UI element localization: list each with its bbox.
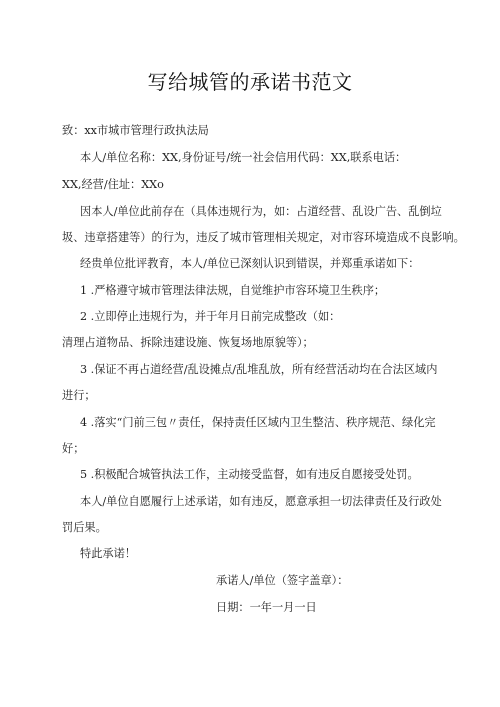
applicant-info-line: 本人/单位名称：XX,身份证号/统一社会信用代码：XX,联系电话： bbox=[80, 151, 407, 164]
pledge-statement-line: 本人/单位自愿履行上述承诺，如有违反，愿意承担一切法律责任及行政处 bbox=[80, 495, 442, 508]
commitment-item-5: 5 .积极配合城管执法工作，主动接受监督，如有违反自愿接受处罚。 bbox=[80, 468, 419, 481]
commitment-item-4-cont: 好； bbox=[62, 442, 85, 455]
addressee-line: 致：xx市城市管理行政执法局 bbox=[62, 124, 209, 137]
commitment-item-2-cont: 清理占道物品、拆除违建设施、恢复场地原貌等）； bbox=[62, 336, 314, 349]
applicant-info-line-cont: XX,经营/住址：XXo bbox=[62, 178, 164, 191]
commitment-item-3-cont: 进行； bbox=[62, 389, 96, 402]
pledge-statement-line-cont: 罚后果。 bbox=[62, 521, 107, 534]
commitment-item-2: 2 .立即停止违规行为，并于年月日前完成整改（如： bbox=[80, 310, 341, 323]
closing-line: 特此承诺！ bbox=[80, 547, 136, 560]
commitment-item-3: 3 .保证不再占道经营/乱设摊点/乱堆乱放，所有经营活动均在合法区域内 bbox=[80, 363, 438, 376]
date-line: 日期：一年一月一日 bbox=[216, 601, 317, 614]
commitment-item-4: 4 .落实“门前三包〃责任，保持责任区域内卫生整洁、秩序规范、绿化完 bbox=[80, 416, 436, 429]
signature-line: 承诺人/单位（签字盖章）： bbox=[216, 574, 349, 587]
commitment-intro-line: 经贵单位批评教育，本人/单位已深刻认识到错误，并郑重承诺如下： bbox=[80, 257, 420, 270]
document-title: 写给城管的承诺书范文 bbox=[147, 70, 353, 94]
commitment-item-1: 1 .严格遵守城市管理法律法规，自觉维护市容环境卫生秩序； bbox=[80, 284, 386, 297]
violation-statement-line: 因本人/单位此前存在（具体违规行为，如：占道经营、乱设广告、乱倒垃 bbox=[80, 205, 442, 218]
violation-statement-line-cont: 圾、违章搭建等）的行为，违反了城市管理相关规定，对市容环境造成不良影响。 bbox=[62, 231, 465, 244]
